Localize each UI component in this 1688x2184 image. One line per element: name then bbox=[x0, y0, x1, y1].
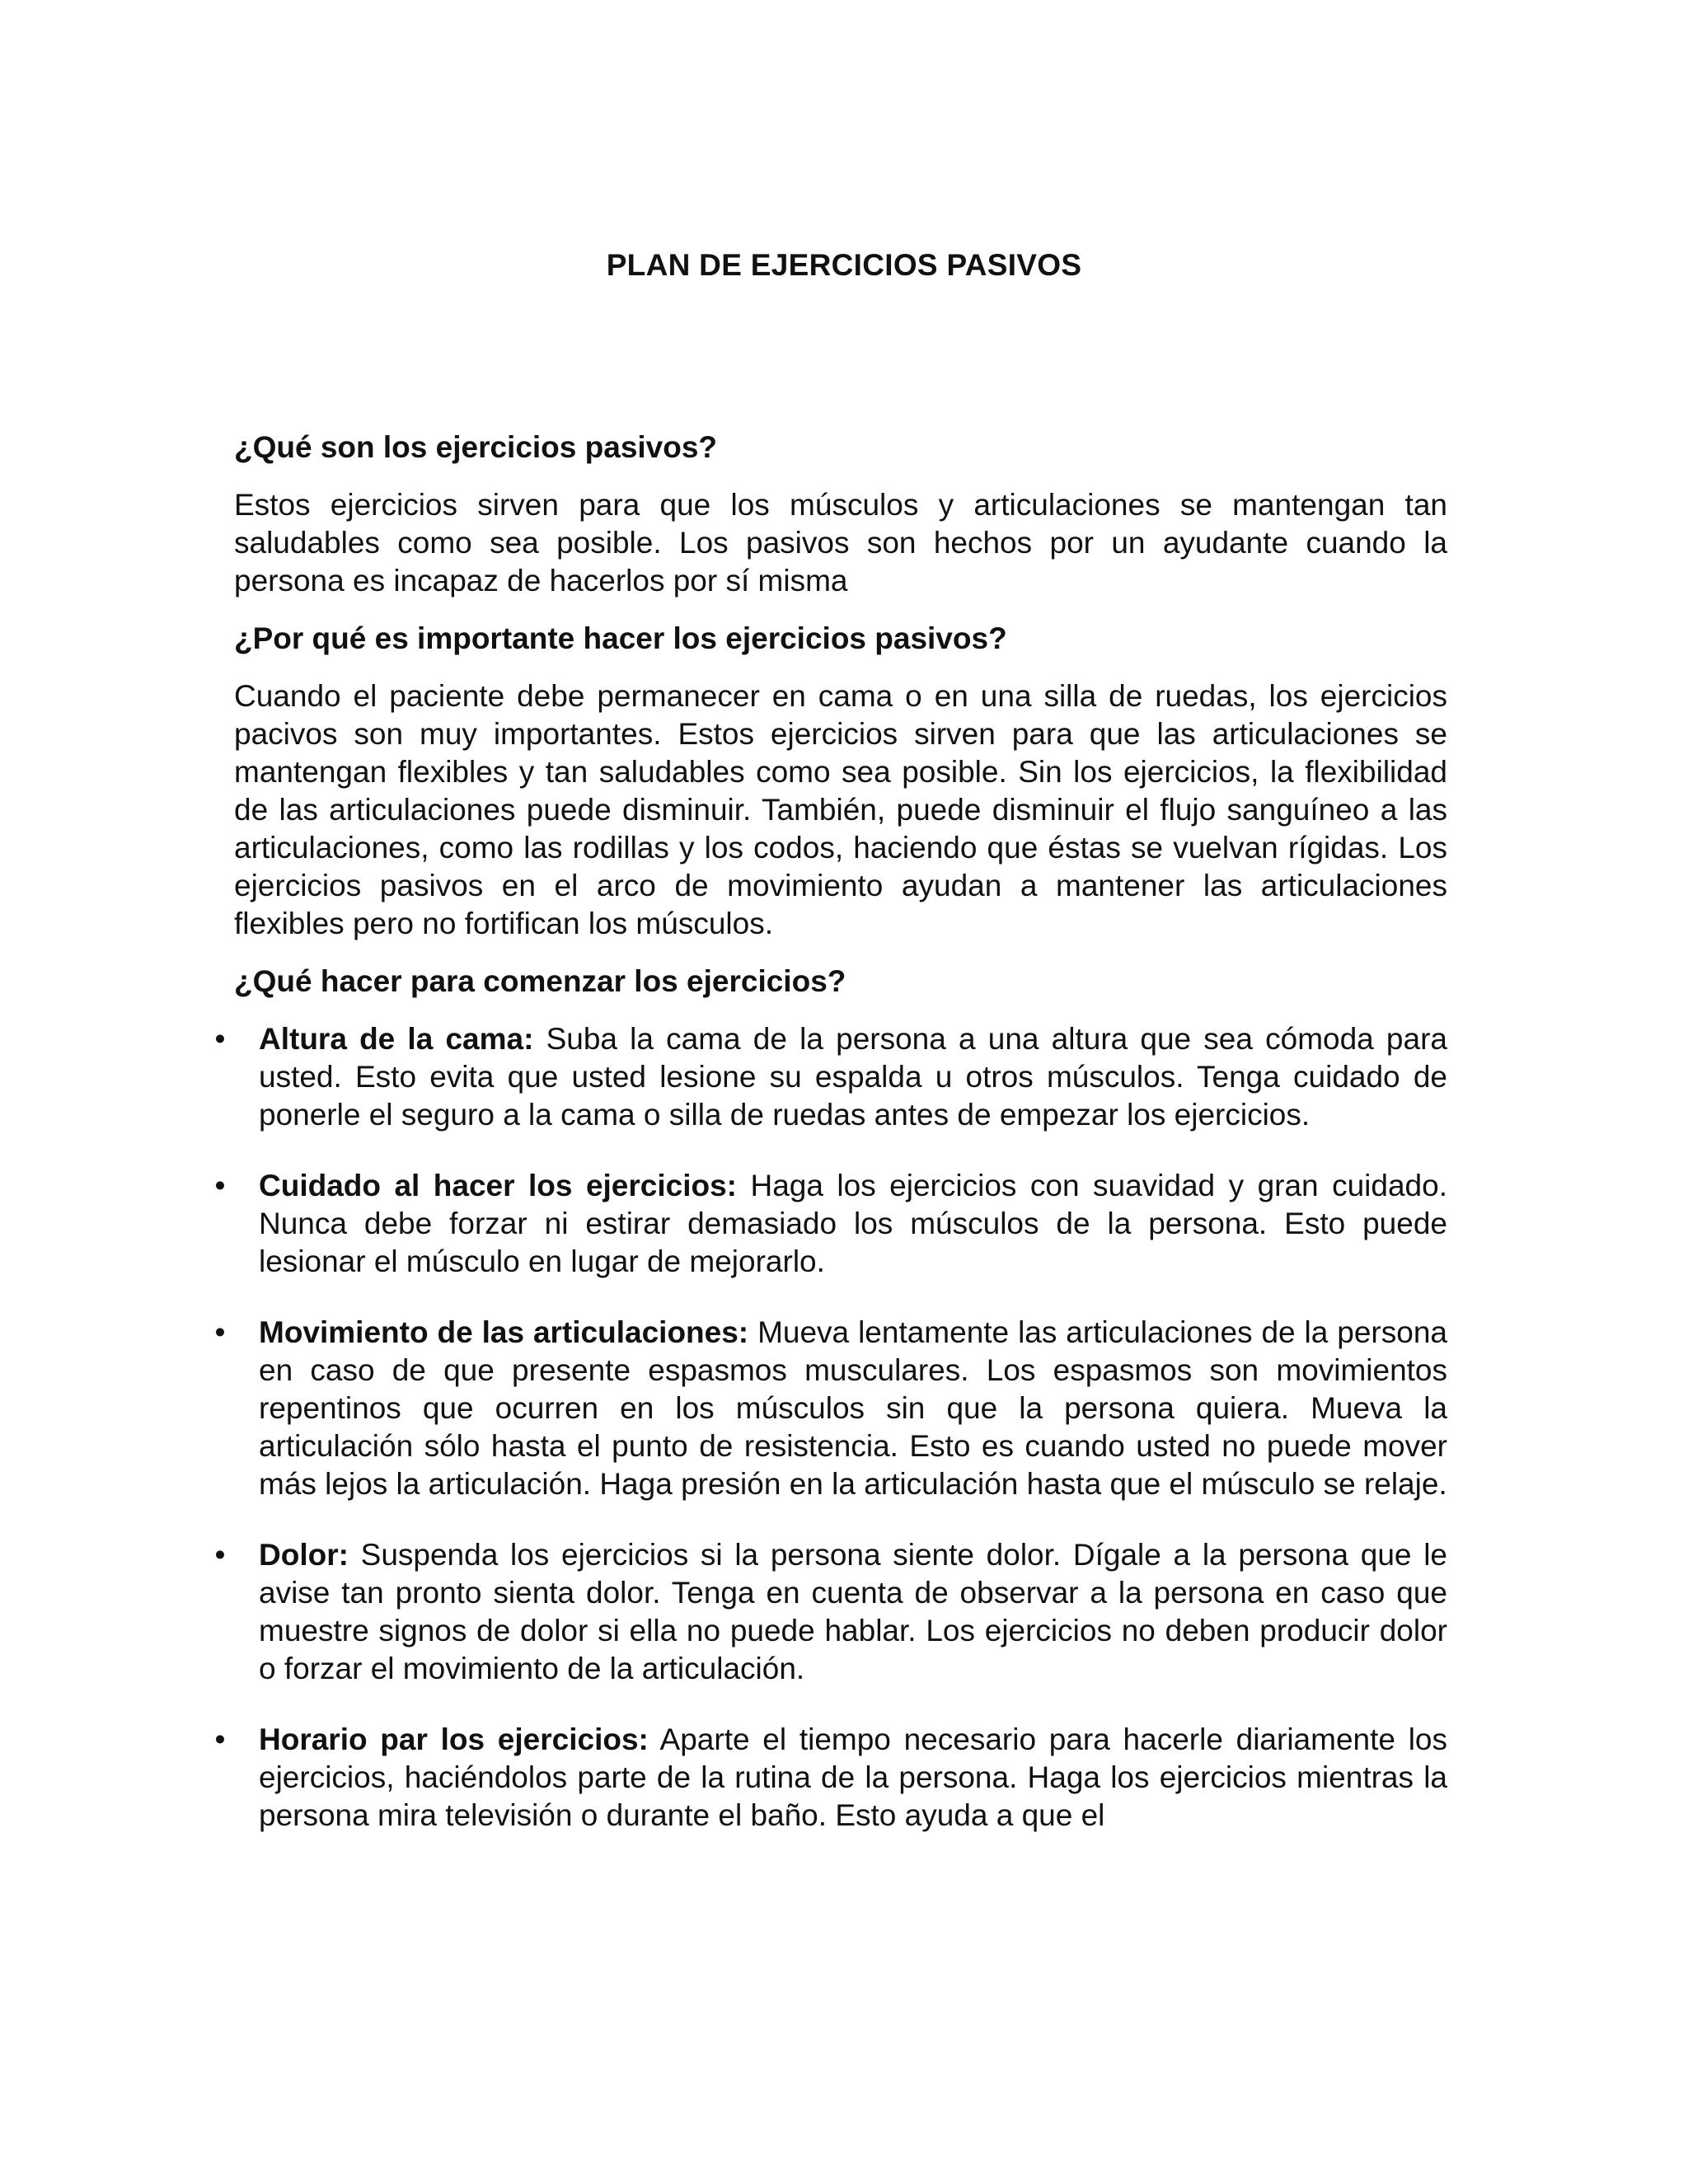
list-item-lead: Horario par los ejercicios: bbox=[259, 1722, 649, 1756]
section-heading-what-are: ¿Qué son los ejercicios pasivos? bbox=[234, 430, 718, 464]
list-item-lead: Movimiento de las articulaciones: bbox=[259, 1315, 749, 1349]
bullet-icon: • bbox=[214, 1022, 226, 1056]
list-item-text: Aparte el tiempo necesario para hacerle diariamente los ejercicios, haciéndolos parte de la rutina de la persona. Haga los ejercicios mientras la persona mira televisión o durante el baño. Esto ayuda a que el bbox=[259, 1722, 1447, 1832]
list-item-text: Suba la cama de la persona a una altura que sea cómoda para usted. Esto evita que usted lesione su espalda u otros músculos. Tenga cuidado de ponerle el seguro a la cama o silla de ruedas antes de empezar los ejercicios. bbox=[259, 1022, 1447, 1132]
list-item-text: Haga los ejercicios con suavidad y gran cuidado. Nunca debe forzar ni estirar demasiado los músculos de la persona. Esto puede lesionar el músculo en lugar de mejorarlo. bbox=[259, 1169, 1447, 1278]
list-item-bed-height bbox=[214, 1020, 1447, 1134]
instructions-list bbox=[214, 1020, 1447, 1835]
list-item-lead: Dolor: bbox=[259, 1538, 349, 1572]
document-title: PLAN DE EJERCICIOS PASIVOS bbox=[606, 248, 1082, 282]
list-item-schedule bbox=[214, 1721, 1447, 1835]
bullet-icon: • bbox=[214, 1722, 226, 1756]
document-body bbox=[214, 429, 1447, 1868]
section-heading-how-to-start: ¿Qué hacer para comenzar los ejercicios? bbox=[234, 964, 846, 998]
section-heading-why-important: ¿Por qué es importante hacer los ejercicios pasivos? bbox=[234, 621, 1007, 655]
bullet-icon: • bbox=[214, 1169, 226, 1202]
list-item-text: Mueva lentamente las articulaciones de la persona en caso de que presente espasmos musculares. Los espasmos son movimientos repentinos que ocurren en los músculos sin que la persona quiera. Mueva la articulación sólo hasta el punto de resistencia. Esto es cuando usted no puede mover más lejos la articulación. Haga presión en la articulación hasta que el músculo se relaje. bbox=[259, 1315, 1447, 1501]
list-item-pain bbox=[214, 1536, 1447, 1688]
list-item-lead: Cuidado al hacer los ejercicios: bbox=[259, 1169, 737, 1202]
list-item-joint-movement bbox=[214, 1314, 1447, 1503]
section-paragraph-what-are: Estos ejercicios sirven para que los músculos y articulaciones se mantengan tan saludables como sea posible. Los pasivos son hechos por un ayudante cuando la persona es incapaz de hacerlos por sí misma bbox=[234, 488, 1447, 598]
section-paragraph-why-important: Cuando el paciente debe permanecer en cama o en una silla de ruedas, los ejercicios pacivos son muy importantes. Estos ejercicios sirven para que las articulaciones se mantengan flexibles y tan saludables como sea posible. Sin los ejercicios, la flexibilidad de las articulaciones puede disminuir. También, puede disminuir el flujo sanguíneo a las articulaciones, como las rodillas y los codos, haciendo que éstas se vuelvan rígidas. Los ejercicios pasivos en el arco de movimiento ayudan a mantener las articulaciones flexibles pero no fortifican los músculos. bbox=[234, 679, 1447, 940]
list-item-text: Suspenda los ejercicios si la persona siente dolor. Dígale a la persona que le avise tan pronto sienta dolor. Tenga en cuenta de observar a la persona en caso que muestre signos de dolor si ella no puede hablar. Los ejercicios no deben producir dolor o forzar el movimiento de la articulación. bbox=[259, 1538, 1447, 1685]
bullet-icon: • bbox=[214, 1538, 226, 1572]
list-item-care bbox=[214, 1167, 1447, 1281]
bullet-icon: • bbox=[214, 1315, 226, 1349]
list-item-lead: Altura de la cama: bbox=[259, 1022, 534, 1056]
